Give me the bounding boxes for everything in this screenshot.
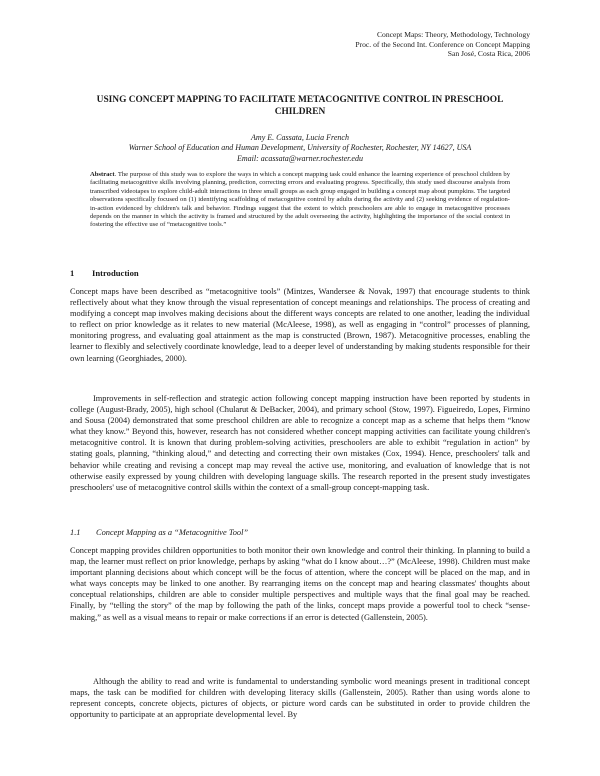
section-number: 1 xyxy=(70,268,75,278)
paper-title: USING CONCEPT MAPPING TO FACILITATE METACOGNITIVE CONTROL IN PRESCHOOL CHILDREN xyxy=(96,95,504,117)
abstract-label: Abstract xyxy=(90,171,115,178)
running-head-line-2: Proc. of the Second Int. Conference on Concept Mapping xyxy=(355,39,530,49)
running-head xyxy=(355,30,530,59)
subsection-heading-metacognitive-tool xyxy=(70,527,248,538)
running-head-line-3: San José, Costa Rica, 2006 xyxy=(447,49,530,59)
intro-paragraph-1: Concept maps have been described as “metacognitive tools” (Mintzes, Wandersee & Novak, 1997) that encourage students to think reflectively about what they know through the visual representation of concept meanings and relationships. The process of creating and modifying a concept map involves making decisions about the different ways concepts are related to one another, leading the individual to reflect on prior knowledge as it relates to new material (McAleese, 1998), as well as engaging in “control” processes of planning, monitoring progress, and evaluating goal attainment as the map is constructed (Brown, 1987). Metacognitive processes, enabling the learner to flexibly and selectively coordinate knowledge, lead to a deeper level of understanding by making students responsible for their own learning (Georghiades, 2000). xyxy=(70,287,530,363)
abstract xyxy=(90,171,510,230)
author-block xyxy=(70,133,530,164)
author-affiliation: Warner School of Education and Human Development, University of Rochester, Rochester, NY 14627, USA xyxy=(128,143,472,153)
subsection-paragraph-1: Concept mapping provides children opportunities to both monitor their own knowledge and control their thinking. In planning to build a map, the learner must reflect on prior knowledge, perhaps by asking “what do I know about…?” (McAleese, 1998). Children must make important planning decisions about which concept will be the focus of attention, where the concept will be placed on the map, and in what ways concepts may be linked to one another. By rearranging items on the concept map and hearing classmates' thoughts about conceptual relationships, children are able to consider multiple perspectives and multiple ways that the final goal may be reached. Finally, by “telling the story” of the map by following the path of the links, concept maps provide a powerful tool to check “sense-making,” as well as a visual means to repair or make corrections if an error is detected (Gallenstein, 2005). xyxy=(70,546,530,622)
author-email: Email: acassata@warner.rochester.edu xyxy=(237,153,363,163)
section-heading-introduction xyxy=(70,268,139,279)
intro-paragraph-2: Improvements in self-reflection and strategic action following concept mapping instruction have been reported by students in college (August-Brady, 2005), high school (Chularut & DeBacker, 2004), and primary school (Stow, 1997). Figueiredo, Lopes, Firmino and Sousa (2004) demonstrated that some preschool children are able to recognize a concept map as a scheme that helps them “know what they know.” Beyond this, however, research has not considered whether concept mapping activities can facilitate young children's metacognitive control. It is known that during problem-solving activities, preschoolers are able to exhibit “regulation in action” by stating goals, planning, “thinking aloud,” and detecting and correcting their own mistakes (Cox, 1994). Hence, preschoolers' talk and behavior while creating and revising a concept map may reveal the active use, monitoring, and evaluation of knowledge that is not otherwise easily expressed by young children with developing language skills. The research reported in the present study investigates preschoolers' use of metacognitive control skills within the context of a small-group concept-mapping task. xyxy=(70,394,530,492)
subsection-paragraph-2: Although the ability to read and write is fundamental to understanding symbolic word meanings present in traditional concept maps, the task can be modified for children with developing literacy skills (Gallenstein, 2005). Rather than using words alone to represent concepts, concrete objects, pictures of objects, or picture word cards can be substituted in order to provide children the opportunity to participate at an appropriate developmental level. By xyxy=(70,677,530,720)
abstract-text: . The purpose of this study was to explore the ways in which a concept mapping task could enhance the learning experience of preschool children by facilitating metacognitive skills involving planning, prediction, correcting errors and evaluating progress. Specifically, this study used discourse analysis from transcribed videotapes to explore child-adult interactions in three small groups as each group engaged in building a concept map about pumpkins. The targeted observations specifically focused on (1) identifying scaffolding of metacognitive control by adults during the activity and (2) seeking evidence of regulation-in-action evidenced by children's talk and behavior. Findings suggest that the extent to which preschoolers are able to engage in metacognitive processes depends on the manner in which the activity is framed and structured by the adult overseeing the activity, highlighting the importance of the social context in fostering the effective use of “metacognitive tools.” xyxy=(90,171,510,229)
section-title: Introduction xyxy=(92,268,139,278)
subsection-number: 1.1 xyxy=(70,528,81,537)
author-names: Amy E. Cassata, Lucia French xyxy=(251,133,349,142)
subsection-title: Concept Mapping as a “Metacognitive Tool” xyxy=(96,528,249,537)
running-head-line-1: Concept Maps: Theory, Methodology, Technology xyxy=(376,30,530,39)
